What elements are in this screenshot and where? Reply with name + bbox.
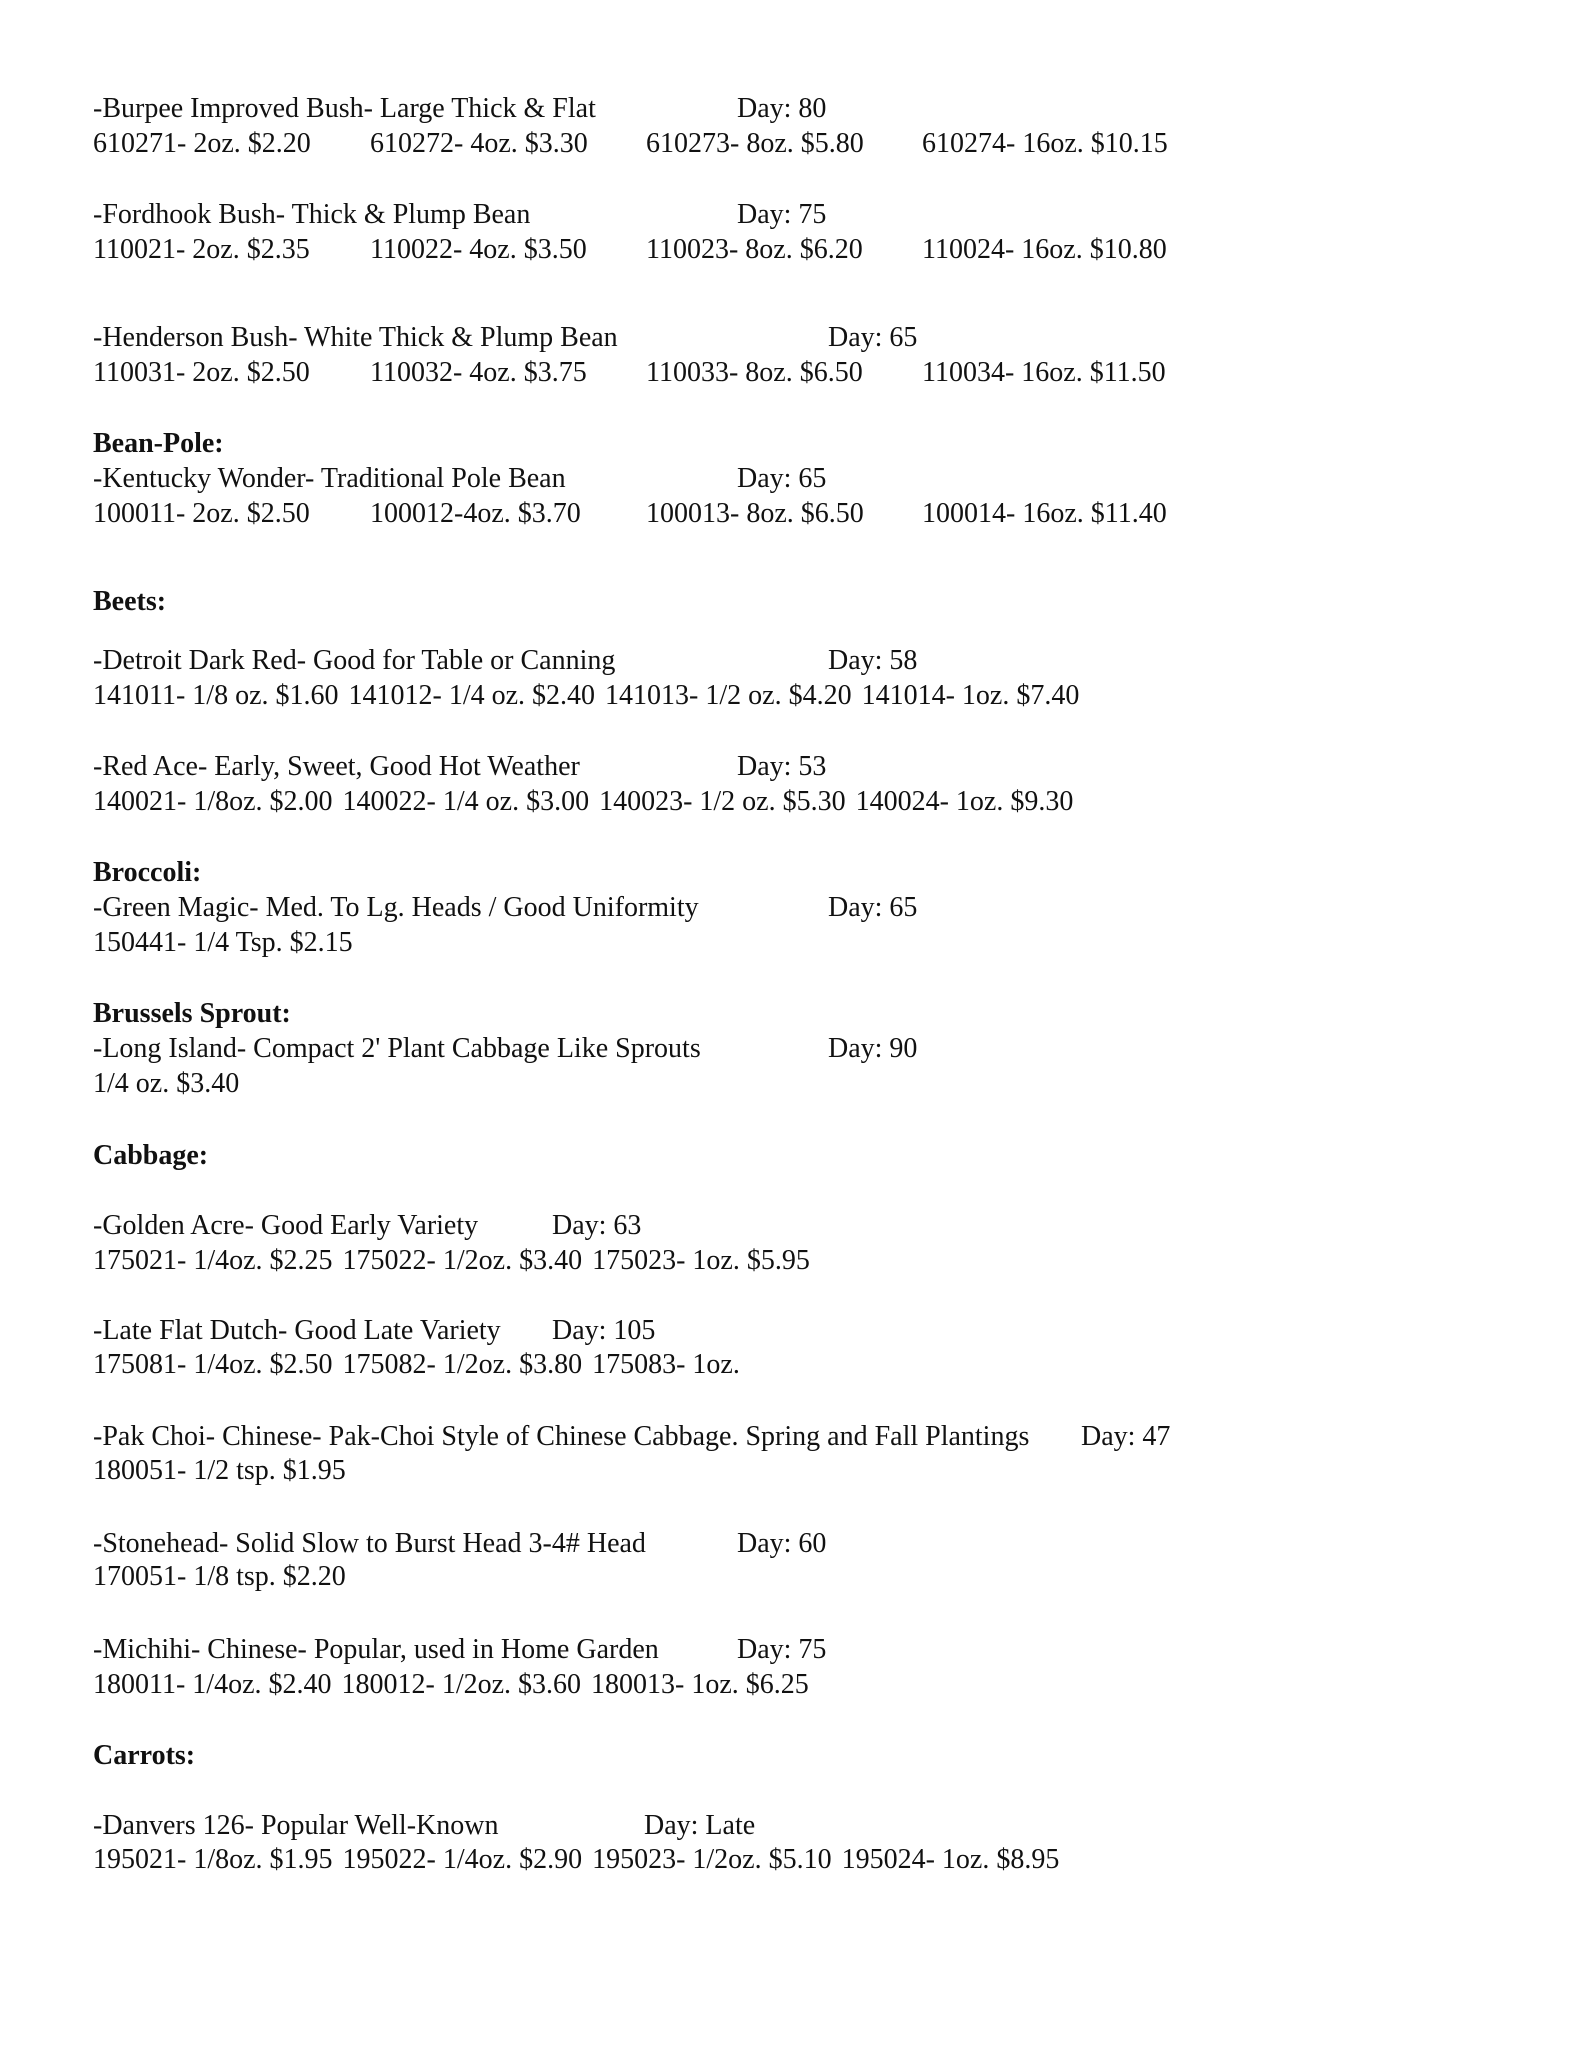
product-code-price: 140023- 1/2 oz. $5.30 — [599, 786, 846, 817]
days-to-maturity: Day: Late — [644, 1810, 756, 1841]
section-heading: Bean-Pole: — [93, 428, 224, 459]
days-to-maturity: Day: 90 — [828, 1033, 918, 1064]
product-code-price: 180013- 1oz. $6.25 — [591, 1669, 809, 1700]
variety-title: -Kentucky Wonder- Traditional Pole Bean — [93, 463, 566, 494]
product-codes-row — [93, 1560, 356, 1594]
variety-title: -Late Flat Dutch- Good Late Variety — [93, 1315, 501, 1346]
product-code-price: 610273- 8oz. $5.80 — [646, 128, 864, 159]
product-code-price: 100013- 8oz. $6.50 — [646, 498, 864, 529]
product-code-price: 110021- 2oz. $2.35 — [93, 234, 310, 265]
product-codes-row — [93, 1348, 750, 1382]
variety-title: -Pak Choi- Chinese- Pak-Choi Style of Chinese Cabbage. Spring and Fall Plantings — [93, 1421, 1030, 1452]
days-to-maturity: Day: 47 — [1081, 1421, 1171, 1452]
product-code-price: 195024- 1oz. $8.95 — [841, 1844, 1060, 1875]
section-heading: Brussels Sprout: — [93, 998, 291, 1029]
product-code-price: 100014- 16oz. $11.40 — [922, 498, 1167, 529]
product-code-price: 175081- 1/4oz. $2.50 — [93, 1349, 333, 1380]
product-code-price: 180051- 1/2 tsp. $1.95 — [93, 1455, 346, 1486]
product-codes-row — [93, 1454, 356, 1488]
product-codes-row — [93, 1244, 820, 1278]
product-codes-row — [93, 679, 1089, 713]
variety-title: -Golden Acre- Good Early Variety — [93, 1210, 479, 1241]
days-to-maturity: Day: 105 — [552, 1315, 656, 1346]
product-code-price: 141011- 1/8 oz. $1.60 — [93, 680, 339, 711]
section-heading: Broccoli: — [93, 857, 202, 888]
days-to-maturity: Day: 63 — [552, 1210, 642, 1241]
product-codes-row — [93, 926, 363, 960]
product-code-price: 170051- 1/8 tsp. $2.20 — [93, 1561, 346, 1592]
product-code-price: 195023- 1/2oz. $5.10 — [592, 1844, 832, 1875]
product-code-price: 150441- 1/4 Tsp. $2.15 — [93, 927, 353, 958]
section-heading: Cabbage: — [93, 1140, 209, 1171]
product-code-price: 141013- 1/2 oz. $4.20 — [605, 680, 852, 711]
product-codes-row — [93, 785, 1083, 819]
product-code-price: 110034- 16oz. $11.50 — [922, 357, 1166, 388]
days-to-maturity: Day: 75 — [737, 199, 827, 230]
product-code-price: 175022- 1/2oz. $3.40 — [342, 1245, 583, 1276]
variety-title: -Long Island- Compact 2' Plant Cabbage Like Sprouts — [93, 1033, 701, 1064]
days-to-maturity: Day: 60 — [737, 1528, 827, 1559]
product-code-price: 610271- 2oz. $2.20 — [93, 128, 311, 159]
product-code-price: 175082- 1/2oz. $3.80 — [342, 1349, 583, 1380]
product-code-price: 110023- 8oz. $6.20 — [646, 234, 863, 265]
product-code-price: 100012-4oz. $3.70 — [370, 498, 581, 529]
product-code-price: 110022- 4oz. $3.50 — [370, 234, 587, 265]
variety-title: -Michihi- Chinese- Popular, used in Home Garden — [93, 1634, 659, 1665]
days-to-maturity: Day: 58 — [828, 645, 918, 676]
product-code-price: 610274- 16oz. $10.15 — [922, 128, 1168, 159]
days-to-maturity: Day: 65 — [828, 322, 918, 353]
product-code-price: 175083- 1oz. — [592, 1349, 740, 1380]
variety-title: -Burpee Improved Bush- Large Thick & Flat — [93, 93, 596, 124]
product-code-price: 195021- 1/8oz. $1.95 — [93, 1844, 333, 1875]
product-code-price: 110024- 16oz. $10.80 — [922, 234, 1167, 265]
days-to-maturity: Day: 75 — [737, 1634, 827, 1665]
product-code-price: 175021- 1/4oz. $2.25 — [93, 1245, 333, 1276]
days-to-maturity: Day: 53 — [737, 751, 827, 782]
product-code-price: 140024- 1oz. $9.30 — [855, 786, 1074, 817]
product-code-price: 110032- 4oz. $3.75 — [370, 357, 587, 388]
product-code-price: 175023- 1oz. $5.95 — [592, 1245, 810, 1276]
variety-title: -Henderson Bush- White Thick & Plump Bean — [93, 322, 618, 353]
product-code-price: 195022- 1/4oz. $2.90 — [342, 1844, 583, 1875]
product-code-price: 110033- 8oz. $6.50 — [646, 357, 863, 388]
variety-title: -Red Ace- Early, Sweet, Good Hot Weather — [93, 751, 580, 782]
product-code-price: 140021- 1/8oz. $2.00 — [93, 786, 333, 817]
product-code-price: 141012- 1/4 oz. $2.40 — [348, 680, 596, 711]
product-code-price: 141014- 1oz. $7.40 — [861, 680, 1080, 711]
days-to-maturity: Day: 65 — [828, 892, 918, 923]
section-heading: Beets: — [93, 586, 167, 617]
product-codes-row — [93, 1067, 249, 1101]
variety-title: -Green Magic- Med. To Lg. Heads / Good Uniformity — [93, 892, 699, 923]
variety-title: -Stonehead- Solid Slow to Burst Head 3-4# Head — [93, 1528, 646, 1559]
product-code-price: 1/4 oz. $3.40 — [93, 1068, 240, 1099]
section-heading: Carrots: — [93, 1740, 196, 1771]
variety-title: -Detroit Dark Red- Good for Table or Canning — [93, 645, 616, 676]
product-code-price: 610272- 4oz. $3.30 — [370, 128, 588, 159]
product-code-price: 140022- 1/4 oz. $3.00 — [342, 786, 590, 817]
product-code-price: 180011- 1/4oz. $2.40 — [93, 1669, 332, 1700]
variety-title: -Danvers 126- Popular Well-Known — [93, 1810, 499, 1841]
product-codes-row — [93, 1668, 819, 1702]
days-to-maturity: Day: 80 — [737, 93, 827, 124]
product-code-price: 100011- 2oz. $2.50 — [93, 498, 310, 529]
product-code-price: 110031- 2oz. $2.50 — [93, 357, 310, 388]
product-code-price: 180012- 1/2oz. $3.60 — [341, 1669, 582, 1700]
product-codes-row — [93, 1843, 1069, 1877]
variety-title: -Fordhook Bush- Thick & Plump Bean — [93, 199, 531, 230]
days-to-maturity: Day: 65 — [737, 463, 827, 494]
